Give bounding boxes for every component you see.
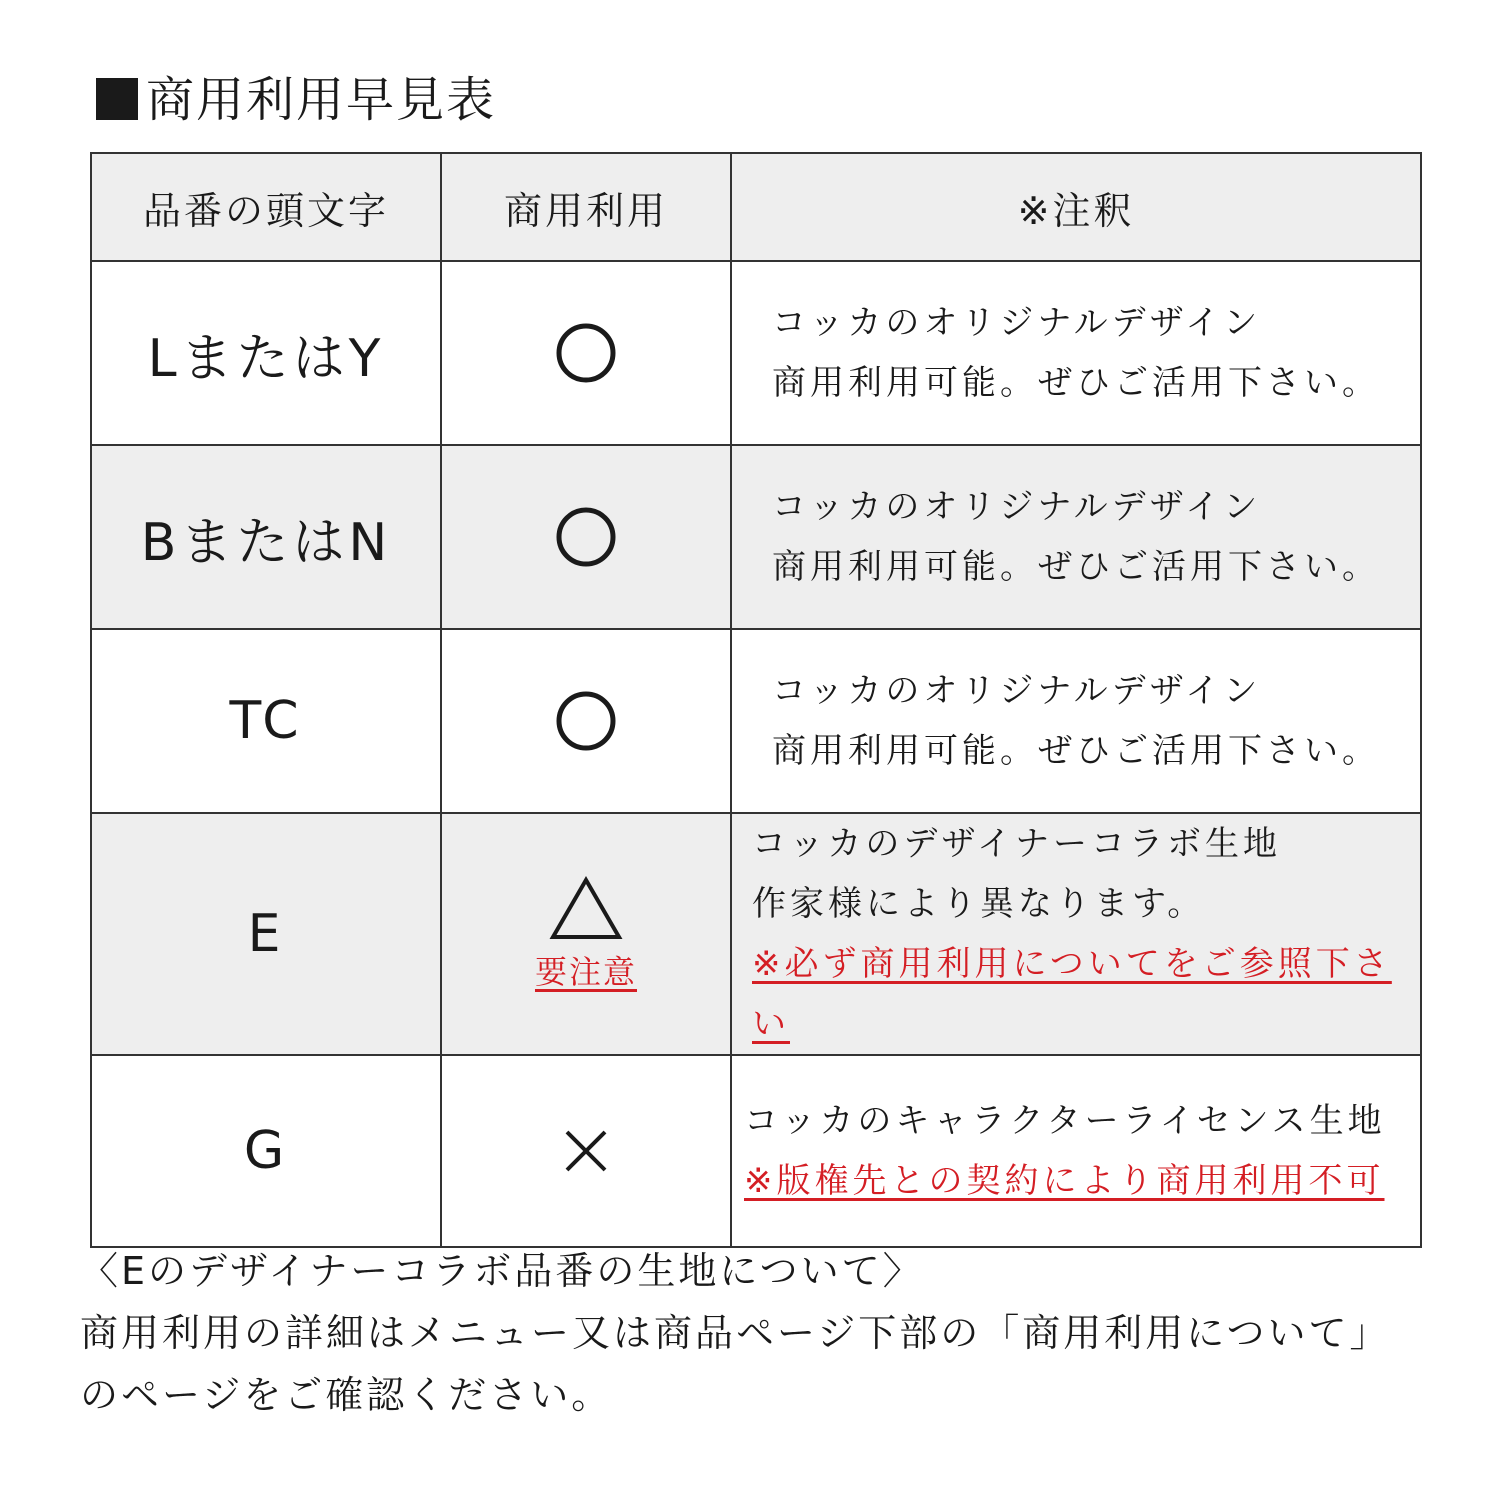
row-note-line1: コッカのオリジナルデザイン bbox=[772, 487, 1262, 527]
table-row bbox=[91, 445, 1421, 629]
row-code: E bbox=[91, 813, 441, 1055]
table-row bbox=[91, 261, 1421, 445]
caution-label: 要注意 bbox=[534, 953, 637, 991]
circle-mark-icon bbox=[554, 505, 618, 569]
header-code: 品番の頭文字 bbox=[91, 153, 441, 261]
circle-mark-icon bbox=[554, 321, 618, 385]
row-note-line2: 商用利用可能。ぜひご活用下さい。 bbox=[772, 363, 1380, 403]
header-commercial-use: 商用利用 bbox=[441, 153, 731, 261]
row-note-warning: ※版権先との契約により商用利用不可 bbox=[744, 1161, 1385, 1201]
row-code: LまたはY bbox=[91, 261, 441, 445]
header-row bbox=[91, 153, 1421, 261]
row-note-line2: 商用利用可能。ぜひご活用下さい。 bbox=[772, 731, 1380, 771]
row-note-line1: コッカのデザイナーコラボ生地 bbox=[752, 824, 1281, 864]
cross-mark-icon bbox=[561, 1126, 611, 1176]
row-code: BまたはN bbox=[91, 445, 441, 629]
usage-table bbox=[90, 152, 1422, 1248]
triangle-mark-icon bbox=[549, 875, 623, 941]
row-note-line1: コッカのキャラクターライセンス生地 bbox=[744, 1101, 1386, 1141]
row-note-line1: コッカのオリジナルデザイン bbox=[772, 671, 1262, 711]
row-code: TC bbox=[91, 629, 441, 813]
circle-mark-icon bbox=[554, 689, 618, 753]
row-note-line1: コッカのオリジナルデザイン bbox=[772, 303, 1262, 343]
square-bullet-icon bbox=[96, 78, 138, 120]
header-notes: ※注釈 bbox=[731, 153, 1421, 261]
row-note-line2: 作家様により異なります。 bbox=[752, 884, 1206, 924]
page-title-text: 商用利用早見表 bbox=[146, 72, 497, 128]
row-note-line2: 商用利用可能。ぜひご活用下さい。 bbox=[772, 547, 1380, 587]
footer-line3: のページをご確認ください。 bbox=[80, 1373, 613, 1417]
table-row bbox=[91, 1055, 1421, 1247]
footer-line2: 商用利用の詳細はメニュー又は商品ページ下部の「商用利用について」 bbox=[80, 1311, 1391, 1355]
footer-heading: 〈Eのデザイナーコラボ品番の生地について〉 bbox=[80, 1249, 924, 1293]
table-row bbox=[91, 813, 1421, 1055]
footer-notes bbox=[80, 1240, 1460, 1426]
row-code: G bbox=[91, 1055, 441, 1247]
row-note-warning: ※必ず商用利用についてをご参照下さい bbox=[752, 944, 1392, 1044]
table-row bbox=[91, 629, 1421, 813]
page-title bbox=[96, 70, 496, 130]
